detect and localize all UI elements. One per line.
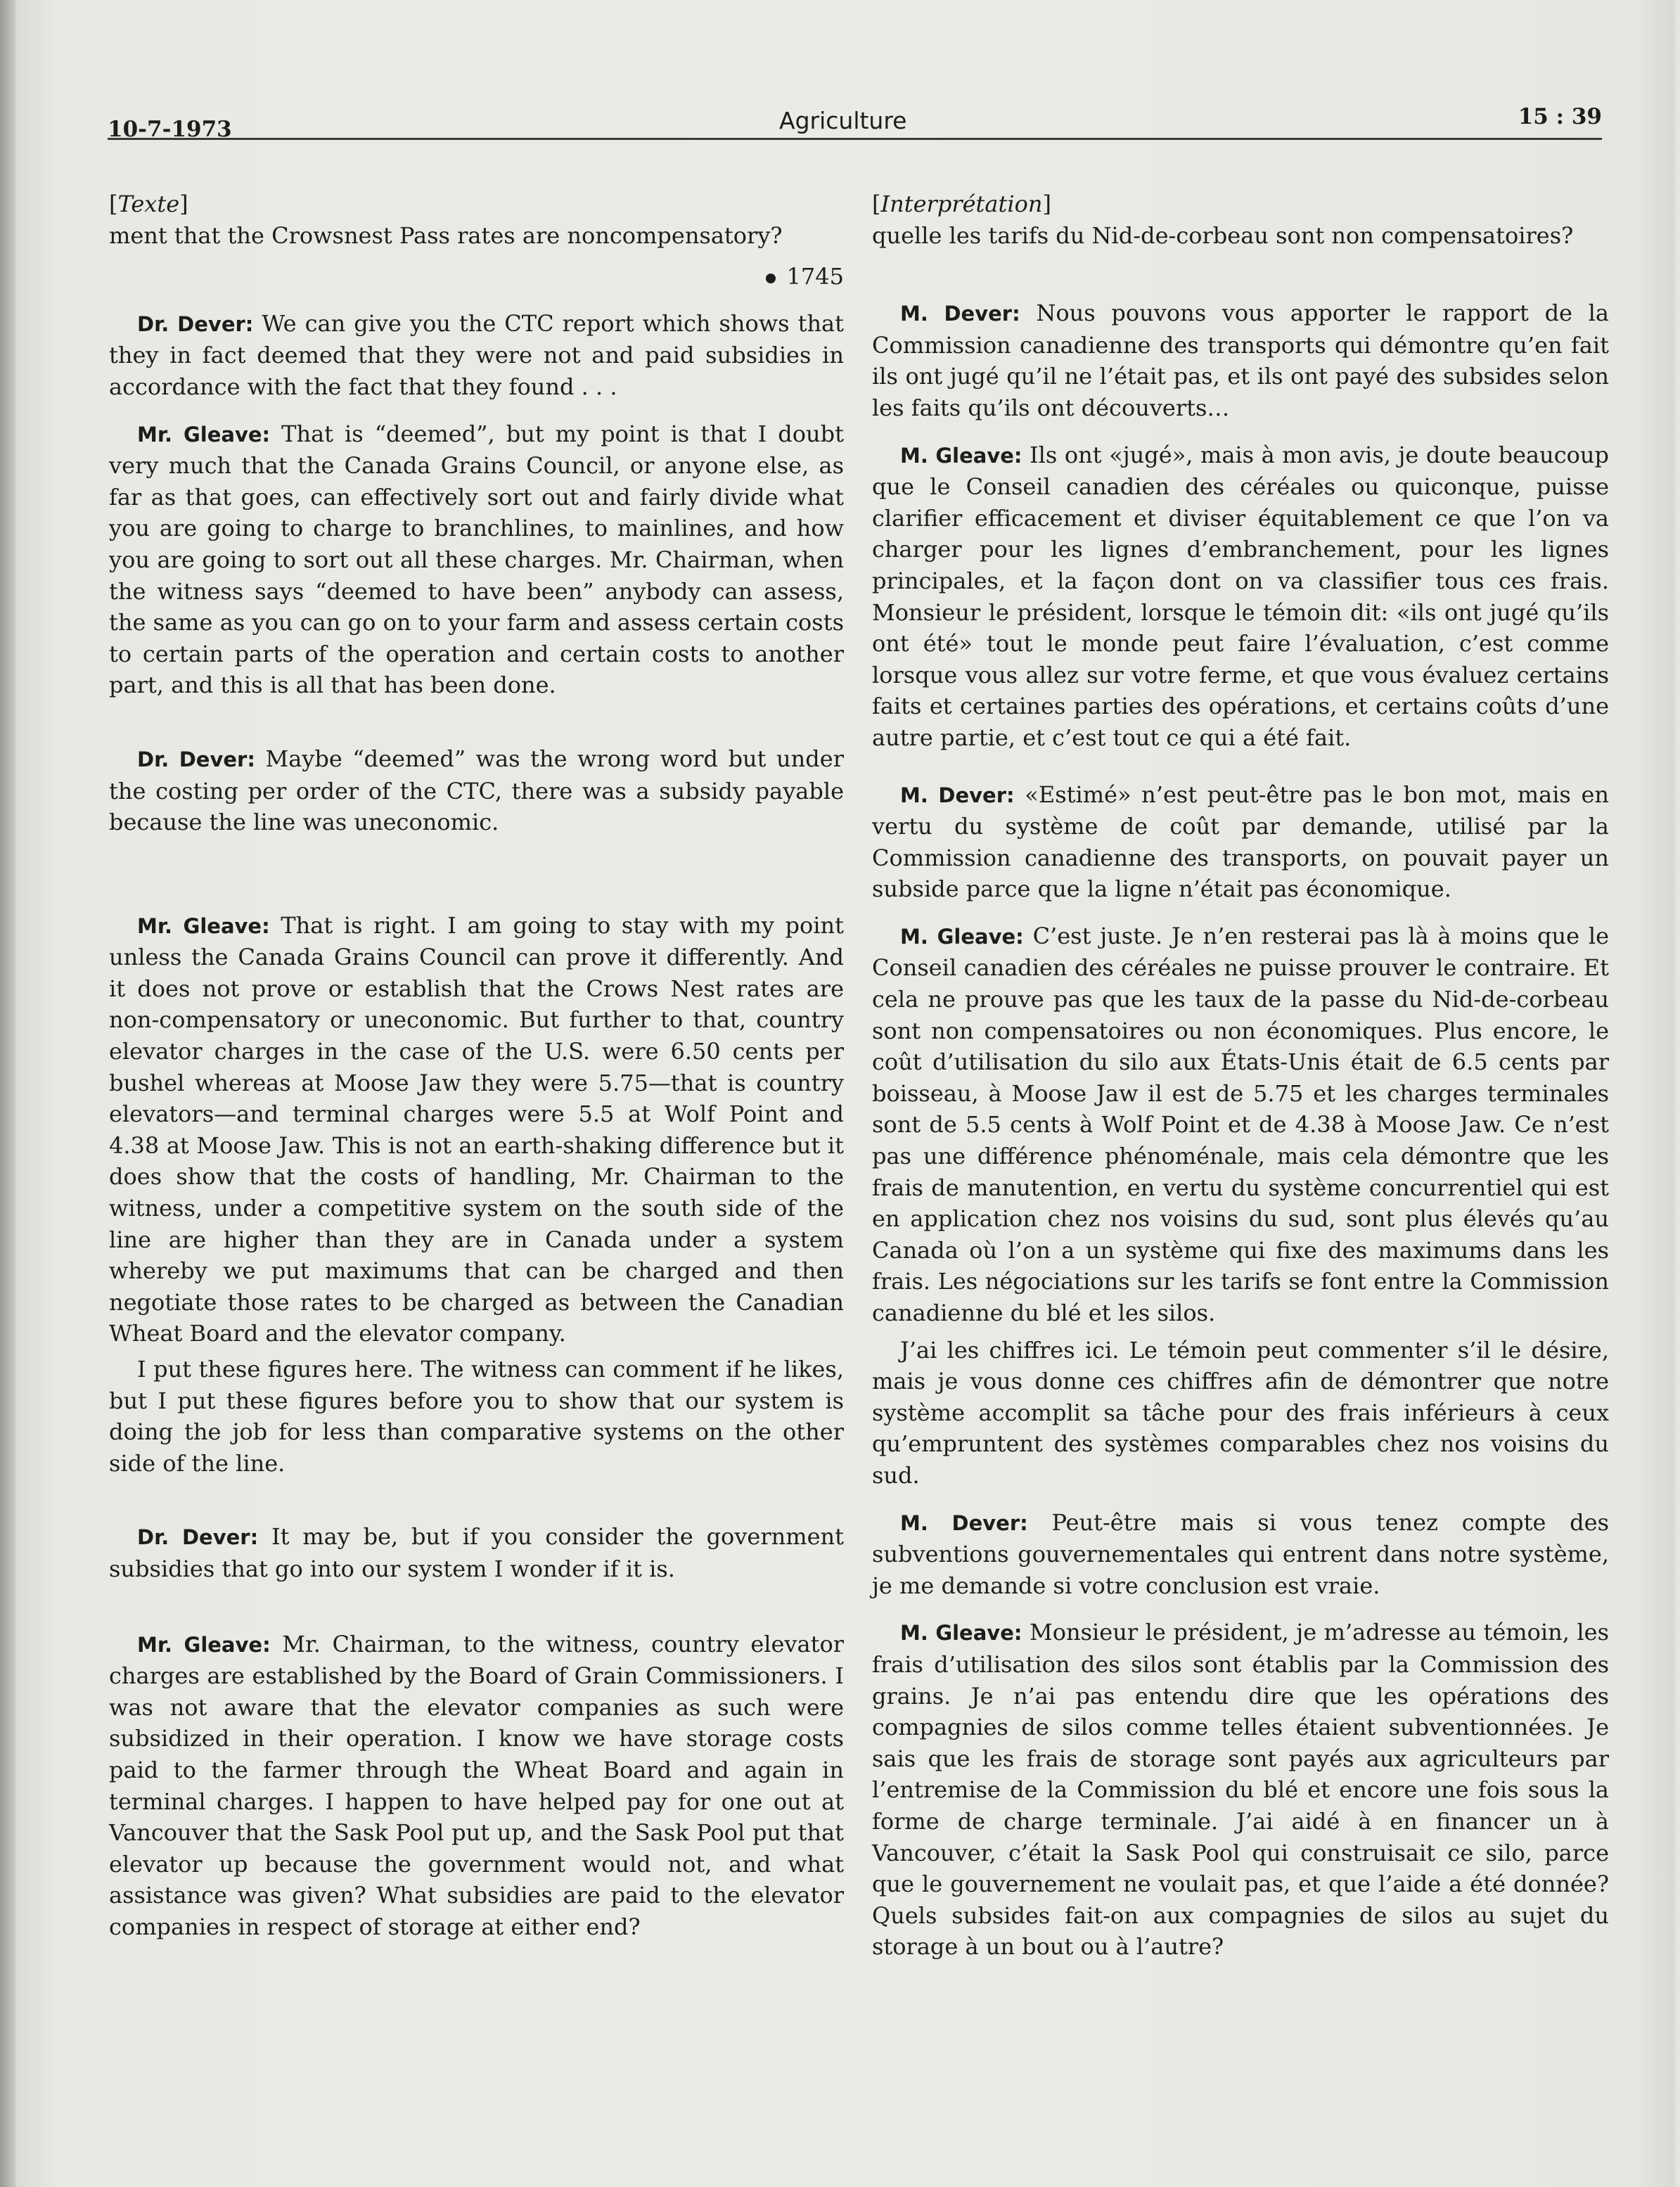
header-page-number: 15 : 39 (1518, 104, 1602, 129)
speaker-name: Mr. Gleave: (137, 913, 270, 938)
speaker-name: M. Gleave: (900, 1621, 1022, 1646)
speaker-name: Dr. Dever: (137, 1525, 259, 1550)
paragraph: M. Gleave: Ils ont «jugé», mais à mon avis, je doute beaucoup que le Conseil canadien des céréales ou quiconque, puisse clarifier efficacement et diviser équitablement ce que l’on va charger pour les lignes d’embranchement, pour les lignes principales, et la façon dont on va classifier tous ces frais. Monsieur le président, lorsque le témoin dit: «ils ont jugé qu’ils ont été» tout le monde peut faire l’évaluation, c’est comme lorsque vous allez sur votre ferme, et que vous évaluez certains faits et certaines parties des opérations, et certains coûts d’une autre partie, et c’est tout ce qui a été fait. (872, 441, 1610, 751)
time-marker: 1745 (109, 261, 844, 293)
paragraph: Mr. Gleave: That is right. I am going to stay with my point unless the Canada Grains Council can prove it differently. And it does not prove or establish that the Crows Nest rates are non-compensatory or uneconomic. But further to that, country elevator charges in the case of the U.S. were 6.50 cents per bushel whereas at Moose Jaw they were 5.75—that is country elevators—and terminal charges were 5.5 at Wolf Point and 4.38 at Moose Jaw. This is not an earth-shaking difference but it does show that the costs of handling, Mr. Chairman to the witness, under a competitive system on the south side of the line are higher than they are in Canada under a system whereby we put maximums that can be charged and then negotiate those rates to be charged as between the Canadian Wheat Board and the elevator company. (109, 911, 844, 1347)
bullet-icon (766, 274, 776, 283)
paragraph: M. Dever: Nous pouvons vous apporter le rapport de la Commission canadienne des transports qui démontre qu’en fait ils ont jugé qu’il ne l’était pas, et ils ont payé des subsides selon les faits qu’ils ont découverts… (872, 300, 1609, 421)
header-date: 10-7-1973 (108, 117, 232, 142)
paragraph: ment that the Crowsnest Pass rates are noncompensatory? (109, 222, 783, 249)
english-column (109, 188, 844, 1943)
paragraph: Mr. Gleave: That is “deemed”, but my point is that I doubt very much that the Canada Grains Council, or anyone else, as far as that goes, can effectively sort out and fairly divide what you are going to charge to branchlines, to mainlines, and how you are going to sort out all these charges. Mr. Chairman, when the witness says “deemed to have been” anybody can assess, the same as you can go on to your farm and assess certain costs to certain parts of the operation and certain costs to another part, and this is all that has been done. (109, 420, 844, 699)
speaker-name: Mr. Gleave: (137, 422, 271, 447)
running-header (108, 104, 1602, 140)
language-tag: [Texte] (109, 191, 188, 217)
speaker-name: M. Dever: (900, 302, 1020, 326)
paragraph: Dr. Dever: We can give you the CTC report which shows that they in fact deemed that they were not and paid subsidies in accordance with the fact that they found . . . (109, 309, 844, 400)
header-title: Agriculture (779, 107, 907, 134)
paragraph: M. Gleave: Monsieur le président, je m’adresse au témoin, les frais d’utilisation des silos sont établis par la Commission des grains. Je n’ai pas entendu dire que les opérations des compagnies de silos comme telles étaient subventionnées. Je sais que les frais de storage sont payés aux agriculteurs par l’entremise de la Commission du blé et encore une fois sous la forme de charge terminale. J’ai aidé à en financer un à Vancouver, c’était la Sask Pool qui construisait ce silo, parce que le gouvernement ne voulait pas, et que l’aide a été donnée? Quels subsides fait-on aux compagnies de silos au sujet du storage à un bout ou à l’autre? (872, 1619, 1609, 1961)
paragraph: J’ai les chiffres ici. Le témoin peut commenter s’il le désire, mais je vous donne ces chiffres afin de démontrer que notre système accomplit sa tâche pour des frais inférieurs à ceux qu’empruntent des systèmes comparables chez nos voisins du sud. (872, 1336, 1609, 1489)
paragraph: M. Dever: Peut-être mais si vous tenez compte des subventions gouvernementales qui entrent dans notre système, je me demande si votre conclusion est vraie. (872, 1508, 1610, 1599)
speaker-name: M. Dever: (900, 783, 1015, 807)
speaker-name: Dr. Dever: (137, 747, 255, 771)
paragraph: Dr. Dever: It may be, but if you consider the government subsidies that go into our system I wonder if it is. (109, 1523, 844, 1582)
speaker-name: M. Gleave: (900, 443, 1022, 468)
french-column (872, 188, 1609, 1963)
speaker-name: Mr. Gleave: (137, 1632, 271, 1657)
speaker-name: M. Gleave: (900, 924, 1024, 949)
language-tag: [Interprétation] (872, 191, 1051, 217)
speaker-name: M. Dever: (900, 1511, 1028, 1535)
paragraph: Dr. Dever: Maybe “deemed” was the wrong word but under the costing per order of the CTC, there was a subsidy payable because the line was uneconomic. (109, 745, 844, 836)
paragraph: I put these figures here. The witness can comment if he likes, but I put these figures before you to show that our system is doing the job for less than comparative systems on the other side of the line. (109, 1356, 844, 1477)
book-spine (0, 0, 15, 2187)
paragraph: quelle les tarifs du Nid-de-corbeau sont non compensatoires? (872, 222, 1574, 249)
speaker-name: Dr. Dever: (137, 312, 254, 336)
paragraph: M. Gleave: C’est juste. Je n’en resterai pas là à moins que le Conseil canadien des céréales ne puisse prouver le contraire. Et cela ne prouve pas que les taux de la passe du Nid-de-corbeau sont non compensatoires ou non économiques. Plus encore, le coût d’utilisation du silo aux États-Unis était de 6.5 cents par boisseau, à Moose Jaw il est de 5.75 et les charges terminales sont de 5.5 cents à Wolf Point et de 4.38 à Moose Jaw. Ce n’est pas une différence phénoménale, mais cela démontre que les frais de manutention, en vertu du système concurrentiel qui est en application chez nos voisins du sud, sont plus élevés qu’au Canada où l’on a un système qui fixe des maximums dans les frais. Les négociations sur les tarifs se font entre la Commission canadienne du blé et les silos. (872, 922, 1610, 1326)
paragraph: Mr. Gleave: Mr. Chairman, to the witness, country elevator charges are established by the Board of Grain Commissioners. I was not aware that the elevator companies as such were subsidized in their operation. I know we have storage costs paid to the farmer through the Wheat Board and again in terminal charges. I happen to have helped pay for one out at Vancouver that the Sask Pool put up, and the Sask Pool put that elevator up because the government would not, and what assistance was given? What subsidies are paid to the elevator companies in respect of storage at either end? (109, 1630, 845, 1940)
paragraph: M. Dever: «Estimé» n’est peut-être pas le bon mot, mais en vertu du système de coût par demande, utilisé par la Commission canadienne des transports, on pouvait payer un subside parce que la ligne n’était pas économique. (872, 781, 1610, 903)
